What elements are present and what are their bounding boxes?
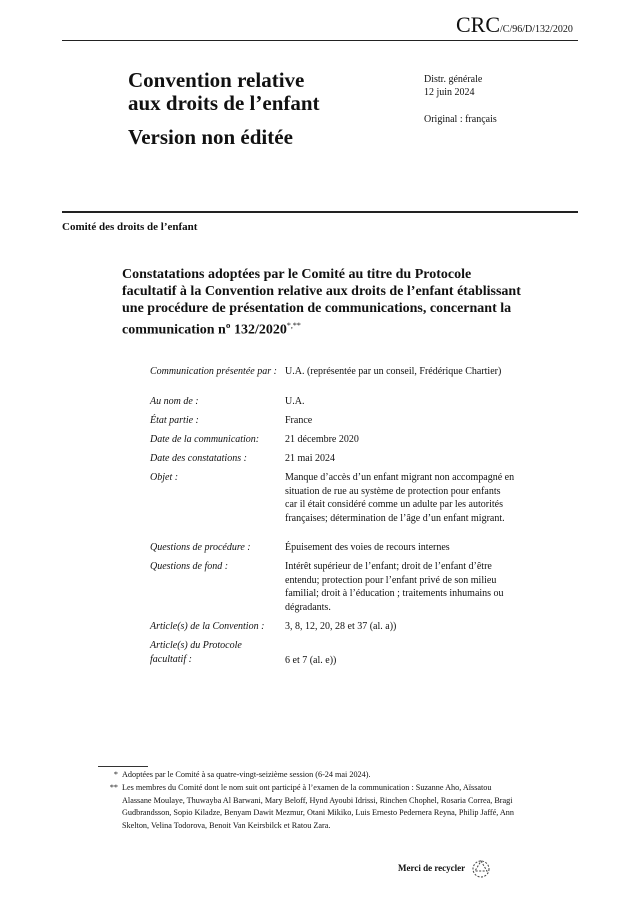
row-value: U.A. bbox=[285, 396, 305, 407]
footnote-mark: ** bbox=[109, 783, 118, 792]
row-value: 21 mai 2024 bbox=[285, 453, 335, 464]
row-value: 21 décembre 2020 bbox=[285, 434, 359, 445]
row-value: Manque d’accès d’un enfant migrant non accompagné en situation de rue au système de protection pour enfants car il était considéré comme un adulte par les autorités françaises; détermination de l’âge d’un enfant migrant. bbox=[285, 472, 515, 524]
symbol-main: CRC bbox=[456, 12, 501, 37]
footnote-text: Adoptées par le Comité à sa quatre-vingt-seizième session (6-24 mai 2024). bbox=[122, 770, 371, 779]
distribution: Distr. générale bbox=[424, 74, 483, 85]
document-date: 12 juin 2024 bbox=[424, 87, 475, 98]
row-value: Intérêt supérieur de l’enfant; droit de l’enfant d’être entendu; protection pour l’enfant privé de son milieu familial; droit à l’éducation ; traitements inhumains ou dégradants. bbox=[285, 561, 504, 613]
row-label: État partie : bbox=[150, 415, 199, 426]
title-line-2: aux droits de l’enfant bbox=[128, 91, 320, 115]
row-value: Épuisement des voies de recours internes bbox=[285, 542, 450, 553]
footnote-marks: *,** bbox=[286, 321, 301, 330]
section-rule bbox=[62, 211, 578, 213]
header-rule bbox=[62, 40, 578, 41]
title-line-3: Version non éditée bbox=[128, 125, 293, 149]
row-label: Au nom de : bbox=[150, 396, 199, 407]
title-line-1: Convention relative bbox=[128, 68, 305, 92]
committee-name: Comité des droits de l’enfant bbox=[62, 221, 198, 233]
footnote bbox=[98, 782, 518, 832]
row-label: Objet : bbox=[150, 472, 179, 483]
row-value: U.A. (représentée par un conseil, Frédérique Chartier) bbox=[285, 366, 502, 377]
row-label: Article(s) du Protocole facultatif : bbox=[150, 640, 242, 665]
footnote bbox=[98, 769, 518, 782]
recycle-label: Merci de recycler bbox=[398, 863, 465, 874]
row-value: France bbox=[285, 415, 313, 426]
row-value: 6 et 7 (al. e)) bbox=[285, 655, 337, 666]
row-label: Date des constatations : bbox=[150, 453, 247, 464]
recycle-notice bbox=[398, 858, 492, 880]
row-label: Date de la communication: bbox=[150, 434, 260, 445]
row-label: Questions de fond : bbox=[150, 561, 229, 572]
symbol-suffix: /C/96/D/132/2020 bbox=[500, 24, 573, 35]
original-language: Original : français bbox=[424, 114, 497, 125]
row-value: 3, 8, 12, 20, 28 et 37 (al. a)) bbox=[285, 621, 397, 632]
footnote-mark: * bbox=[113, 770, 118, 779]
footnote-rule bbox=[98, 766, 148, 767]
row-label: Article(s) de la Convention : bbox=[150, 621, 265, 632]
document-heading bbox=[122, 266, 522, 339]
footnote-text: Les membres du Comité dont le nom suit ont participé à l’examen de la communication : Suzanne Aho, Aïssatou Alassane Moulaye, Thuwayba Al Barwani, Mary Beloff, Hynd Ayoubi Idrissi, Rinchen Chophel, Rosaria Correa, Bragi Gudbrandsson, Sopio Kiladze, Benyam Dawit Mezmur, Otani Mikiko, Luis Ernesto Pedernera Reyna, Philip Jaffé, Ann Skelton, Velina Todorova, Benoit Van Keirsbilck et Ratou Zara. bbox=[122, 783, 514, 830]
row-label: Questions de procédure : bbox=[150, 542, 251, 553]
document-symbol bbox=[456, 12, 573, 38]
row-label: Communication présentée par : bbox=[150, 366, 277, 377]
recycle-icon bbox=[470, 858, 492, 880]
heading-text: Constatations adoptées par le Comité au titre du Protocole facultatif à la Convention relative aux droits de l’enfant établissant une procédure de présentation de communications, concernant la communication nº 132/2020 bbox=[122, 267, 521, 338]
